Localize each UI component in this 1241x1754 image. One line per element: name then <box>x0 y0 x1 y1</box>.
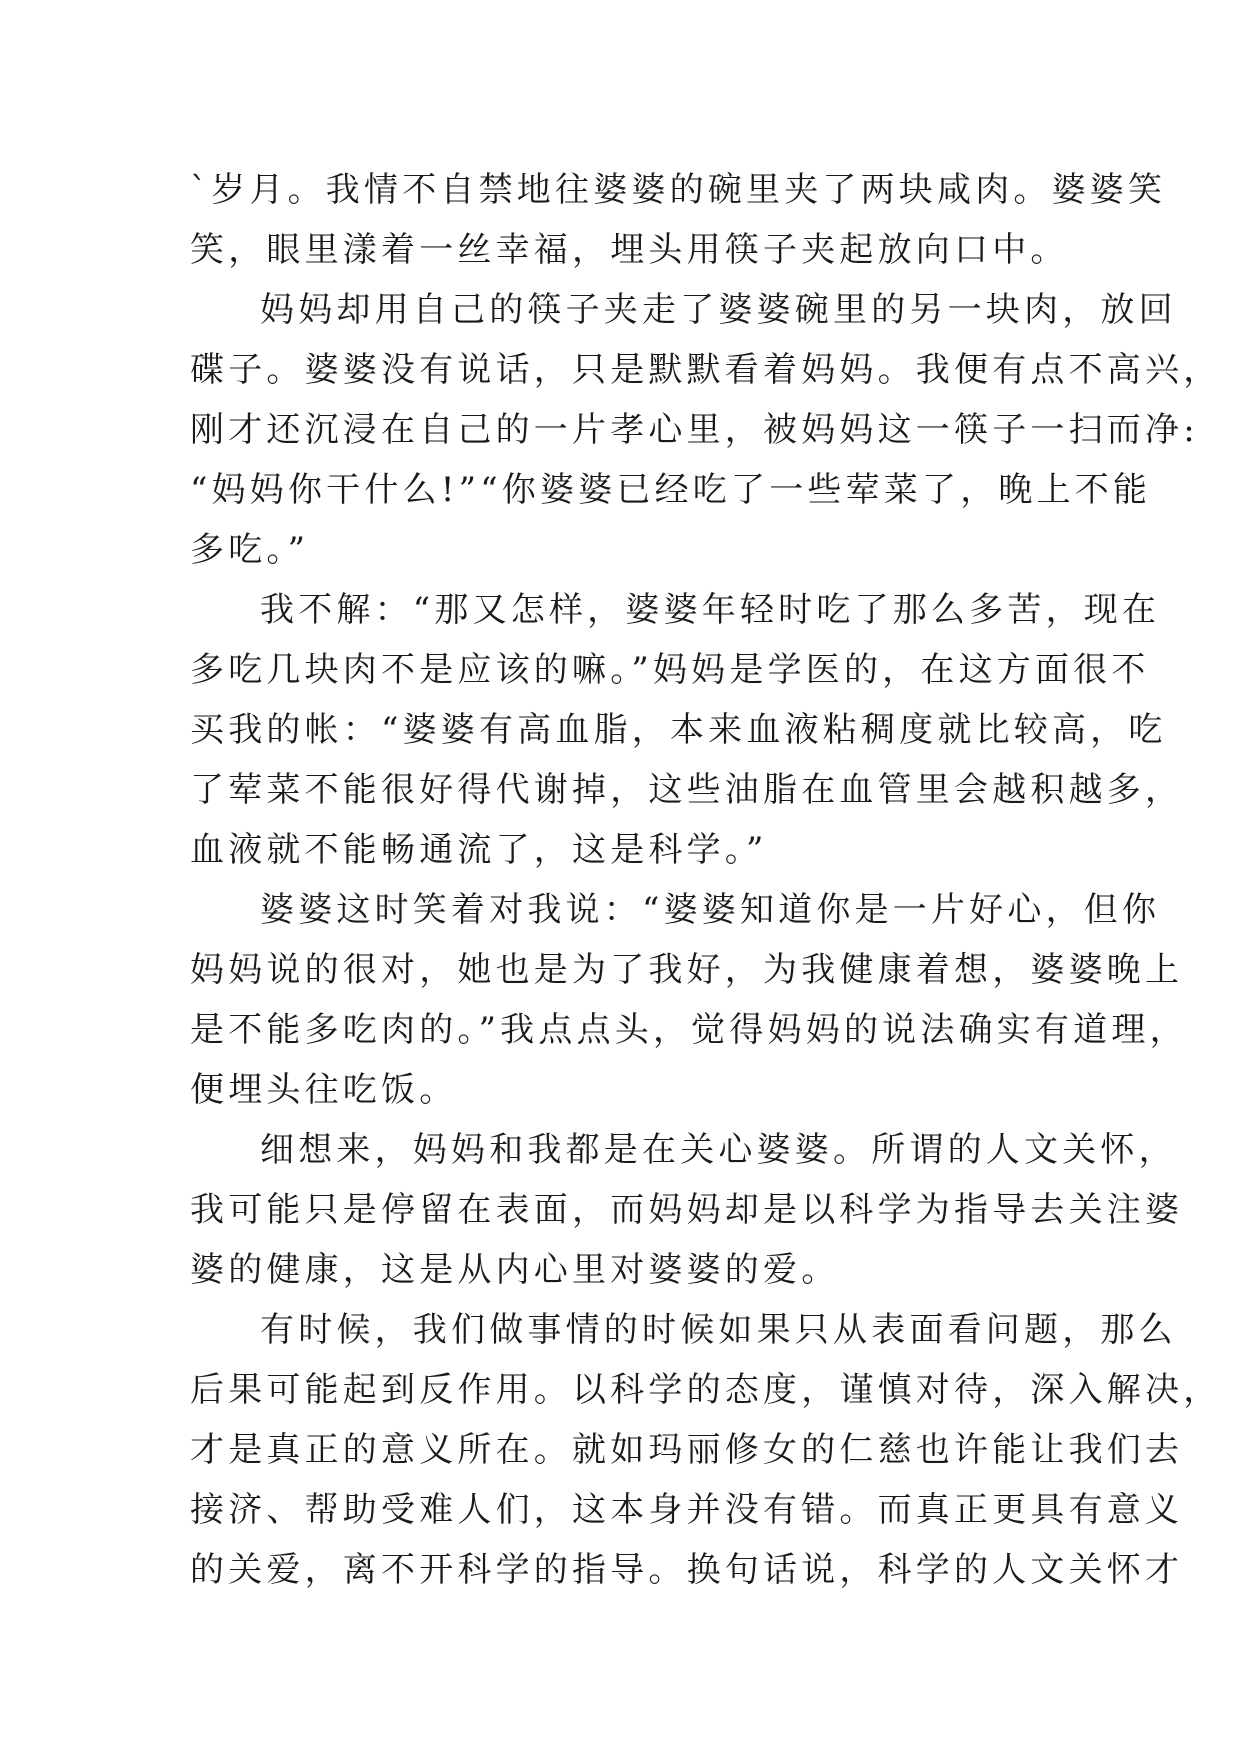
text-line: 了荤菜不能很好得代谢掉，这些油脂在血管里会越积越多， <box>190 770 1184 810</box>
text-line: “妈妈你干什么!”“你婆婆已经吃了一些荤菜了，晚上不能 <box>190 470 1152 510</box>
text-line: 的关爱，离不开科学的指导。换句话说，科学的人文关怀才 <box>190 1550 1184 1590</box>
text-line: 是不能多吃肉的。”我点点头，觉得妈妈的说法确实有道理， <box>190 1010 1188 1050</box>
text-line: 我可能只是停留在表面，而妈妈却是以科学为指导去关注婆 <box>190 1190 1184 1230</box>
text-line: 婆的健康，这是从内心里对婆婆的爱。 <box>190 1250 840 1290</box>
text-line: 血液就不能畅通流了，这是科学。” <box>190 830 768 870</box>
text-line: 我不解：“那又怎样，婆婆年轻时吃了那么多苦，现在 <box>260 590 1161 630</box>
text-line: 笑，眼里漾着一丝幸福，埋头用筷子夹起放向口中。 <box>190 230 1069 270</box>
text-line: 细想来，妈妈和我都是在关心婆婆。所谓的人文关怀， <box>260 1130 1177 1170</box>
text-line: 碟子。婆婆没有说话，只是默默看着妈妈。我便有点不高兴， <box>190 350 1222 390</box>
body-text <box>190 160 1222 1600</box>
text-line: 妈妈说的很对，她也是为了我好，为我健康着想，婆婆晚上 <box>190 950 1184 990</box>
text-line: 接济、帮助受难人们，这本身并没有错。而真正更具有意义 <box>190 1490 1184 1530</box>
text-line: 有时候，我们做事情的时候如果只从表面看问题，那么 <box>260 1310 1177 1350</box>
text-line: 便埋头往吃饭。 <box>190 1070 458 1110</box>
text-line: 妈妈却用自己的筷子夹走了婆婆碗里的另一块肉，放回 <box>260 290 1177 330</box>
text-line: `岁月。我情不自禁地往婆婆的碗里夹了两块咸肉。婆婆笑 <box>190 170 1167 210</box>
text-line: 后果可能起到反作用。以科学的态度，谨慎对待，深入解决， <box>190 1370 1222 1410</box>
text-line: 才是真正的意义所在。就如玛丽修女的仁慈也许能让我们去 <box>190 1430 1184 1470</box>
text-line: 多吃几块肉不是应该的嘛。”妈妈是学医的，在这方面很不 <box>190 650 1150 690</box>
text-line: 刚才还沉浸在自己的一片孝心里，被妈妈这一筷子一扫而净: <box>190 410 1199 450</box>
text-line: 婆婆这时笑着对我说：“婆婆知道你是一片好心，但你 <box>260 890 1161 930</box>
text-line: 多吃。” <box>190 530 310 570</box>
text-line: 买我的帐：“婆婆有高血脂，本来血液粘稠度就比较高，吃 <box>190 710 1167 750</box>
